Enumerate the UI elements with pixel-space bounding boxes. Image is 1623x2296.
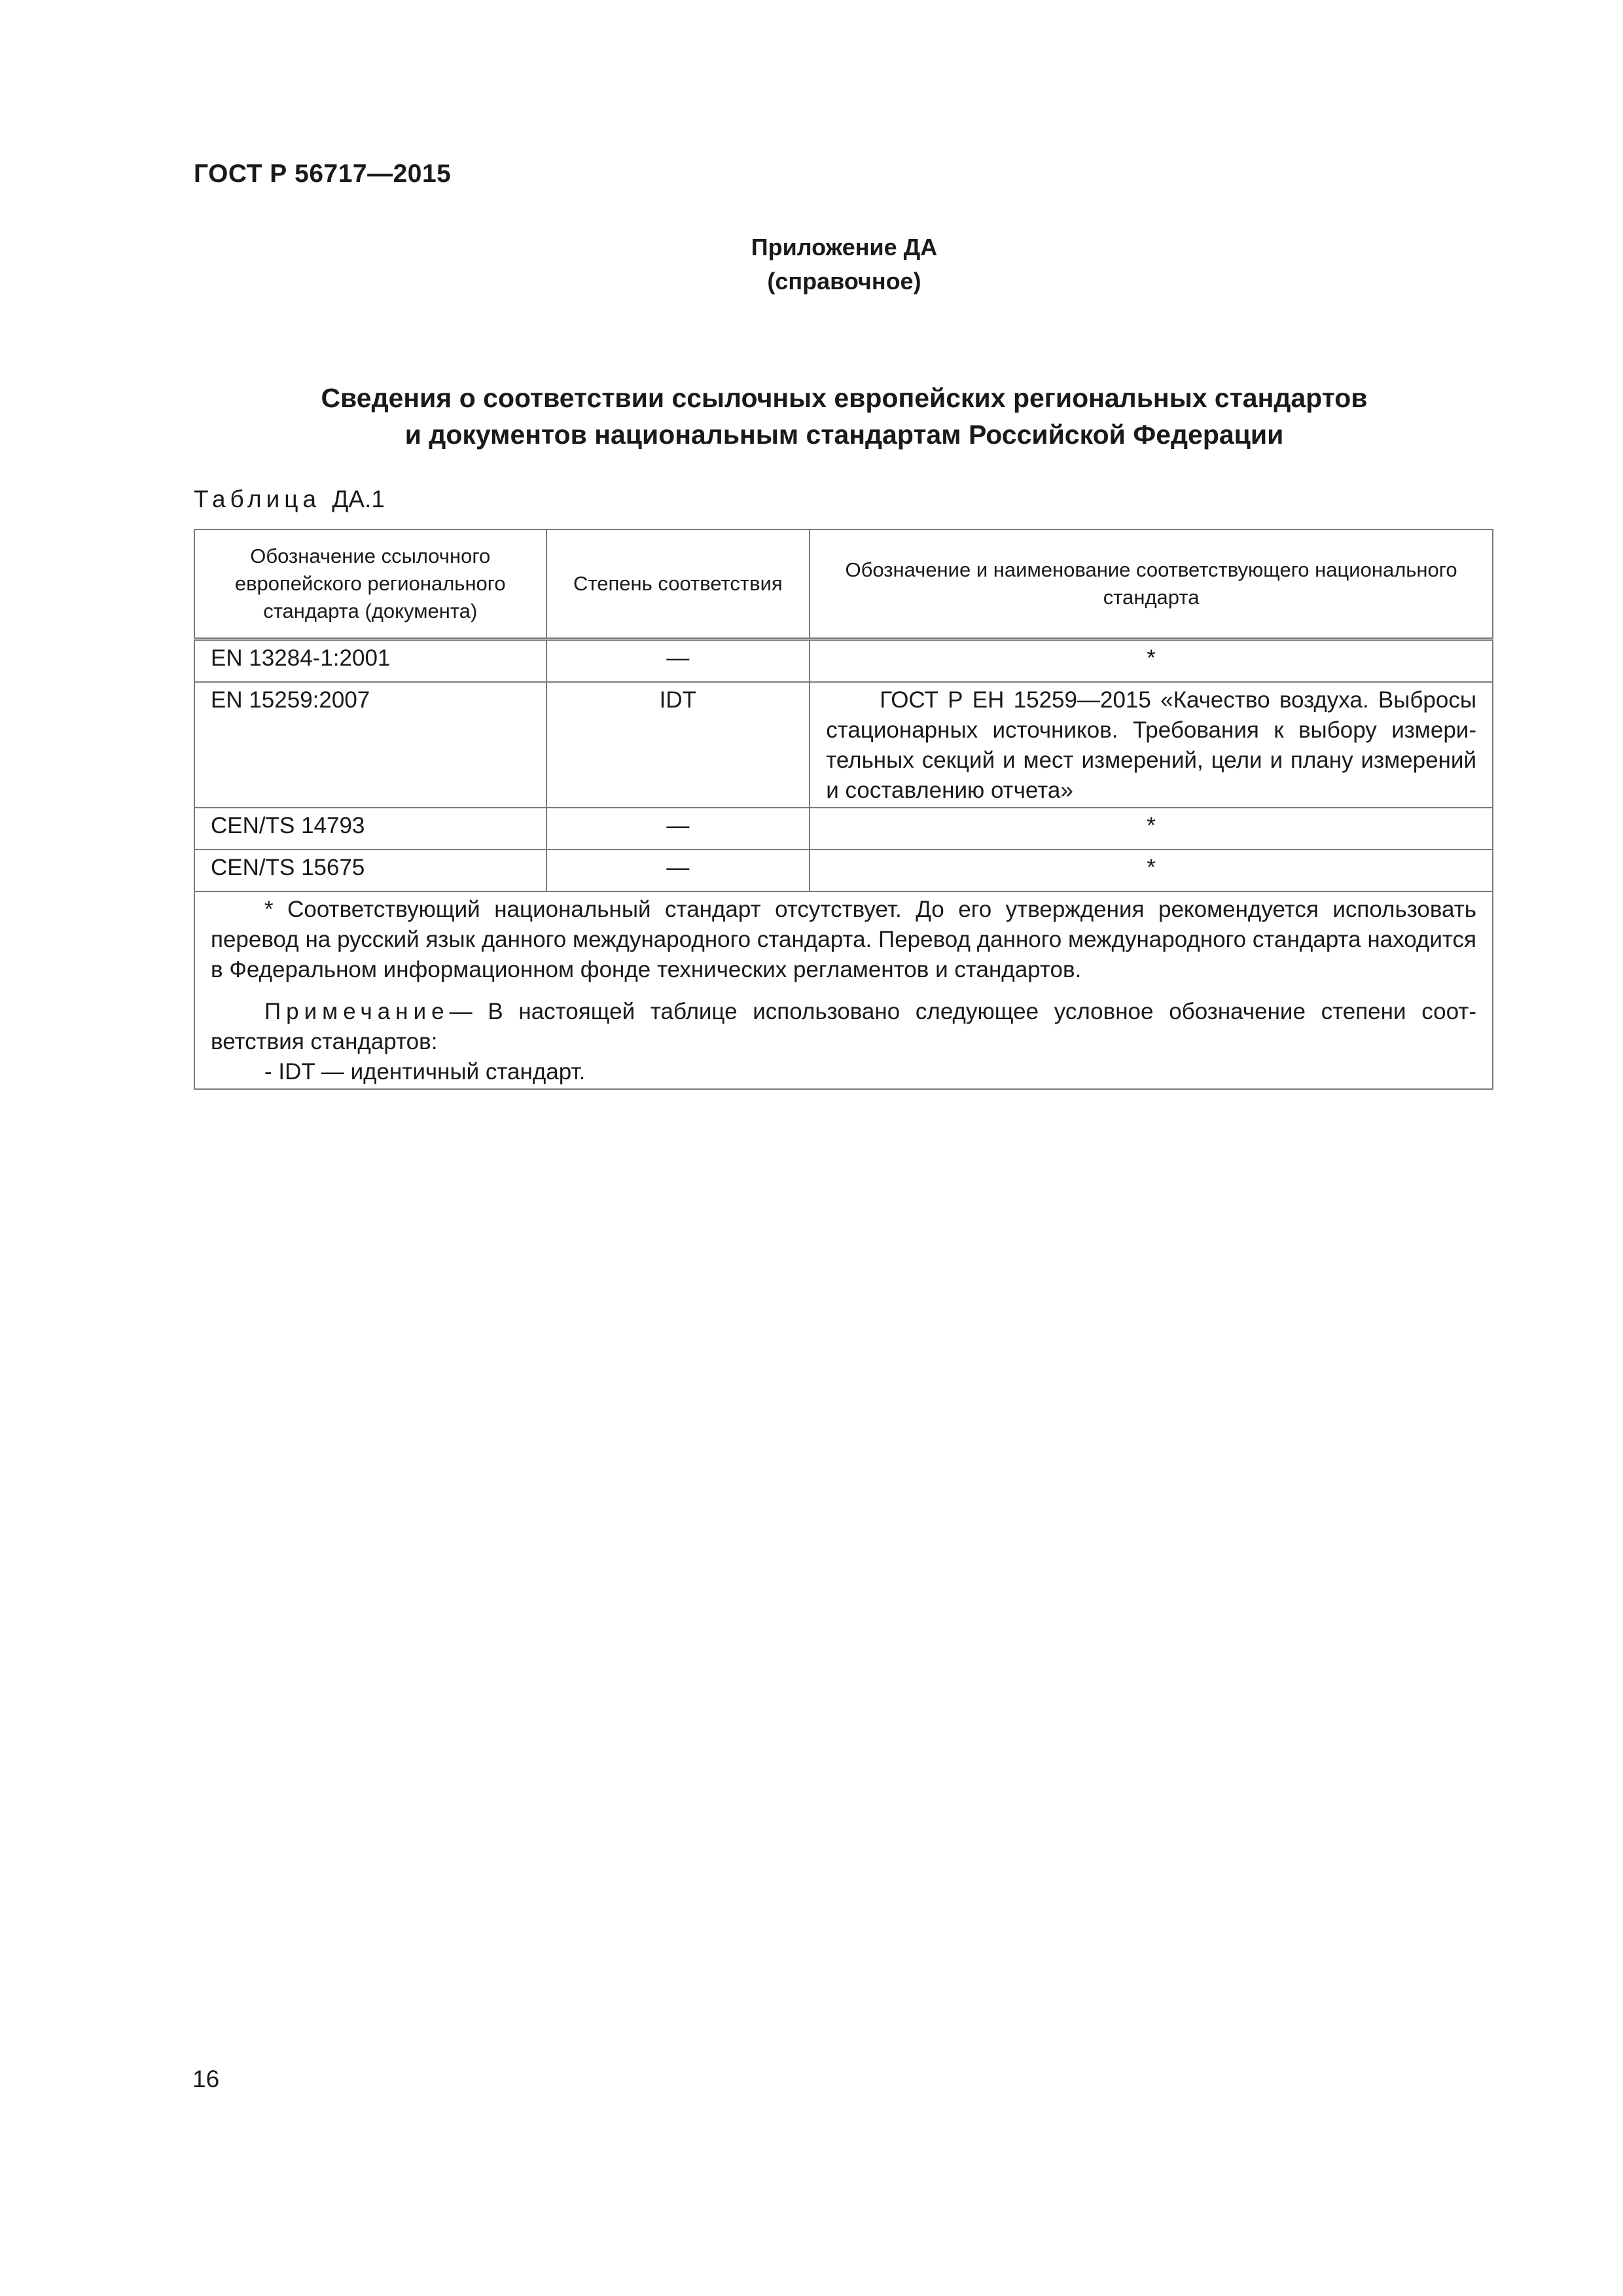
- appendix-title: Приложение ДА: [751, 234, 938, 260]
- column-header-reference: Обозначение ссылочного европейского регионального стандарта (документа): [194, 529, 546, 639]
- table-caption: [194, 486, 385, 513]
- note-label: Примечание: [264, 999, 450, 1024]
- document-title-line-2: и документов национальным стандартам Российской Федерации: [404, 420, 1284, 450]
- table-caption-number: ДА.1: [332, 486, 385, 512]
- table-row: [194, 639, 1493, 683]
- table-row: [194, 850, 1493, 891]
- cell-degree: —: [546, 850, 810, 891]
- cell-degree: —: [546, 639, 810, 683]
- cell-national: [810, 682, 1493, 808]
- cell-reference: CEN/TS 14793: [194, 808, 546, 850]
- document-code: ГОСТ Р 56717—2015: [194, 160, 452, 188]
- note-text: — В настоящей таблице использовано следующее условное обозначение степени соответствия стандартов:: [211, 999, 1476, 1054]
- document-title-line-1: Сведения о соответствии ссылочных европейских региональных стандартов: [321, 383, 1368, 413]
- cell-national: *: [810, 850, 1493, 891]
- cell-reference: EN 13284-1:2001: [194, 639, 546, 683]
- table-footnote-cell: [194, 891, 1493, 1089]
- note-list-item: - IDT — идентичный стандарт.: [264, 1059, 586, 1085]
- cell-degree: —: [546, 808, 810, 850]
- document-title: [194, 380, 1495, 453]
- column-header-degree: Степень соответствия: [546, 529, 810, 639]
- page-number: 16: [192, 2066, 220, 2092]
- cell-reference: EN 15259:2007: [194, 682, 546, 808]
- cell-national: *: [810, 808, 1493, 850]
- table-row: [194, 682, 1493, 808]
- table-note: [211, 997, 1476, 1057]
- cell-degree: IDT: [546, 682, 810, 808]
- table-caption-word: Таблица: [194, 486, 321, 512]
- cell-reference: CEN/TS 15675: [194, 850, 546, 891]
- cell-national: *: [810, 639, 1493, 683]
- column-header-national: Обозначение и наименование соответствующего национального стандарта: [810, 529, 1493, 639]
- table-footer-row: [194, 891, 1493, 1089]
- cell-national-text: ГОСТ Р ЕН 15259—2015 «Качество воздуха. Выбросы стационарных источников. Требования к выбору измерительных секций и мест измерений, цели и плану измерений и составлению отчета»: [826, 687, 1476, 803]
- appendix-heading: [0, 230, 1623, 298]
- table-footnote: * Соответствующий национальный стандарт отсутствует. До его утверждения рекомендуется использовать перевод на русский язык данного международного стандарта. Перевод данного международного стандарта находится в Федеральном информационном фонде технических регламентов и стандартов.: [211, 897, 1476, 982]
- table-row: [194, 808, 1493, 850]
- appendix-subtitle: (справочное): [767, 268, 921, 295]
- table-header-row: [194, 529, 1493, 639]
- standards-table: [194, 529, 1493, 1090]
